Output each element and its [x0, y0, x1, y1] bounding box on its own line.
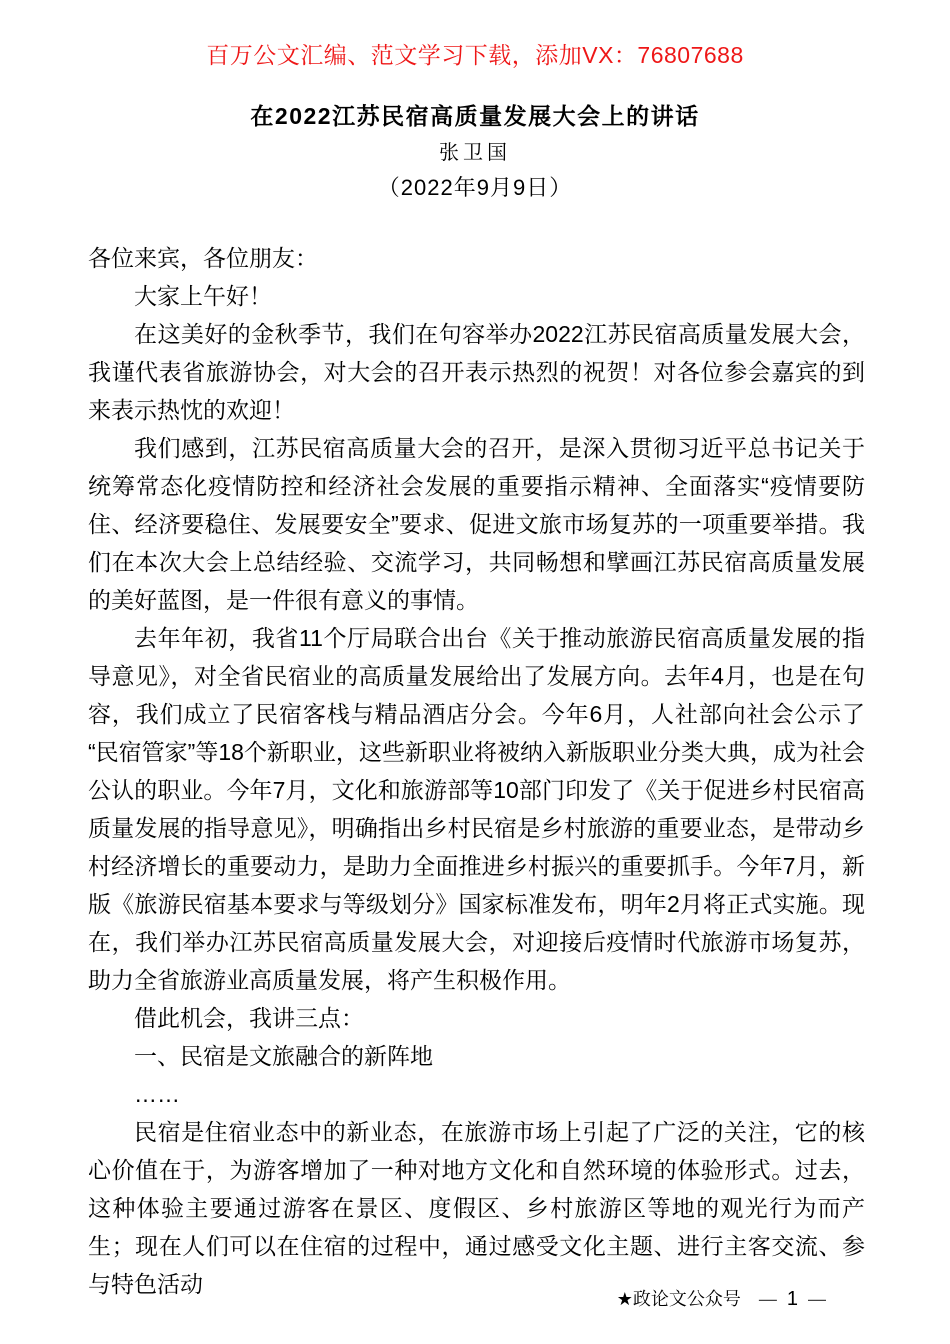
paragraph-greeting: 大家上午好！ — [134, 283, 272, 309]
page-number-dash-right: — — [808, 1289, 826, 1309]
page-footer — [617, 1286, 832, 1312]
promo-notice-banner: 百万公文汇编、范文学习下载，添加VX：76807688 — [206, 42, 744, 68]
paragraph-body: 民宿是住宿业态中的新业态，在旅游市场上引起了广泛的关注，它的核心价值在于，为游客增加了一种对地方文化和自然环境的体验形式。过去，这种体验主要通过游客在景区、度假区、乡村旅游区等地的观光行为而产生；现在人们可以在住宿的过程中，通过感受文化主题、进行主客交流、参与特色活动 — [88, 1119, 865, 1297]
page-number-indicator — [753, 1289, 832, 1309]
page-number: 1 — [786, 1288, 798, 1310]
paragraph-omission-ellipsis: …… — [134, 1081, 180, 1107]
section-heading-1: 一、民宿是文旅融合的新阵地 — [134, 1043, 433, 1069]
paragraph-body: 去年年初，我省11个厅局联合出台《关于推动旅游民宿高质量发展的指导意见》，对全省民宿业的高质量发展给出了发展方向。去年4月，也是在句容，我们成立了民宿客栈与精品酒店分会。今年6月，人社部向社会公示了“民宿管家”等18个新职业，这些新职业将被纳入新版职业分类大典，成为社会公认的职业。今年7月，文化和旅游部等10部门印发了《关于促进乡村民宿高质量发展的指导意见》，明确指出乡村民宿是乡村旅游的重要业态，是带动乡村经济增长的重要动力，是助力全面推进乡村振兴的重要抓手。今年7月，新版《旅游民宿基本要求与等级划分》国家标准发布，明年2月将正式实施。现在，我们举办江苏民宿高质量发展大会，对迎接后疫情时代旅游市场复苏，助力全省旅游业高质量发展，将产生积极作用。 — [88, 625, 865, 993]
paragraph-body: 在这美好的金秋季节，我们在句容举办2022江苏民宿高质量发展大会，我谨代表省旅游协会，对大会的召开表示热烈的祝贺！对各位参会嘉宾的到来表示热忱的欢迎！ — [88, 321, 865, 423]
footer-watermark: ★政论文公众号 — [616, 1289, 741, 1309]
page-title: 在2022江苏民宿高质量发展大会上的讲话 — [250, 103, 700, 129]
paragraph-lead-in: 借此机会，我讲三点： — [134, 1005, 364, 1031]
paragraph-salutation: 各位来宾，各位朋友： — [88, 245, 318, 271]
paragraph-body: 我们感到，江苏民宿高质量大会的召开，是深入贯彻习近平总书记关于统筹常态化疫情防控和经济社会发展的重要指示精神、全面落实“疫情要防住、经济要稳住、发展要安全”要求、促进文旅市场复苏的一项重要举措。我们在本次大会上总结经验、交流学习，共同畅想和擘画江苏民宿高质量发展的美好蓝图，是一件很有意义的事情。 — [88, 435, 865, 613]
author-name: 张卫国 — [439, 142, 511, 164]
document-body — [88, 239, 865, 1303]
page-number-dash-left: — — [758, 1289, 777, 1309]
date-line: （2022年9月9日） — [377, 175, 573, 200]
